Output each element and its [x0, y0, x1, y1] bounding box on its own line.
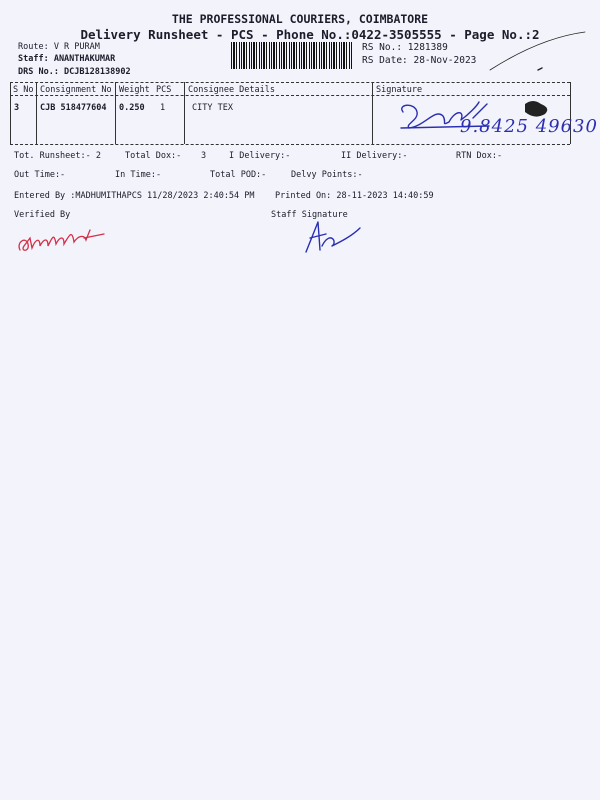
row-weight: 0.250: [119, 103, 145, 113]
col-header-consignment: Consignment No: [40, 85, 112, 95]
row-pcs: 1: [160, 103, 166, 113]
staff-signature-label: Staff Signature: [271, 210, 348, 220]
col-header-sno: S No: [13, 85, 34, 95]
company-title: THE PROFESSIONAL COURIERS, COIMBATORE: [171, 12, 429, 26]
handwritten-phone: 9.8425 49630: [460, 116, 598, 137]
table-border: [10, 82, 11, 144]
table-border: [36, 82, 37, 144]
table-border: [115, 82, 116, 144]
row-consignment: CJB 518477604: [40, 103, 107, 113]
rs-date: RS Date: 28-Nov-2023: [362, 55, 477, 66]
barcode: [231, 42, 353, 69]
delvy-points: Delvy Points:-: [291, 170, 363, 180]
pen-mark: [480, 28, 590, 78]
tot-runsheet: Tot. Runsheet:- 2: [14, 151, 101, 161]
total-dox-value: 3: [201, 151, 207, 161]
table-header-rule: [10, 95, 570, 96]
table-border: [372, 82, 373, 144]
ii-delivery: II Delivery:-: [341, 151, 408, 161]
verified-signature: [14, 224, 114, 260]
total-pod: Total POD:-: [210, 170, 267, 180]
rtn-dox: RTN Dox:-: [456, 151, 503, 161]
route-label: Route: V R PURAM: [18, 42, 100, 52]
table-top-rule: [10, 82, 570, 83]
staff-signature: [296, 216, 366, 258]
verified-by-label: Verified By: [14, 210, 71, 220]
ink-blot-icon: [525, 101, 547, 117]
col-header-signature: Signature: [376, 85, 423, 95]
table-border: [184, 82, 185, 144]
col-header-pcs: PCS: [156, 85, 172, 95]
staff-label: Staff: ANANTHAKUMAR: [18, 54, 116, 64]
entered-by: Entered By :MADHUMITHAPCS 11/28/2023 2:40:54 PM: [14, 191, 255, 201]
col-header-weight: Weight: [119, 85, 150, 95]
printed-on: Printed On: 28-11-2023 14:40:59: [275, 191, 434, 201]
col-header-consignee: Consignee Details: [188, 85, 275, 95]
row-sno: 3: [14, 103, 20, 113]
drs-number: DRS No.: DCJB128138902: [18, 67, 131, 77]
out-time: Out Time:-: [14, 170, 66, 180]
i-delivery: I Delivery:-: [229, 151, 291, 161]
in-time: In Time:-: [115, 170, 162, 180]
total-dox-label: Total Dox:-: [125, 151, 182, 161]
row-consignee: CITY TEX: [192, 103, 233, 113]
runsheet-subtitle: Delivery Runsheet - PCS - Phone No.:0422-3505555 - Page No.:2: [80, 27, 540, 42]
rs-number: RS No.: 1281389: [362, 42, 448, 53]
